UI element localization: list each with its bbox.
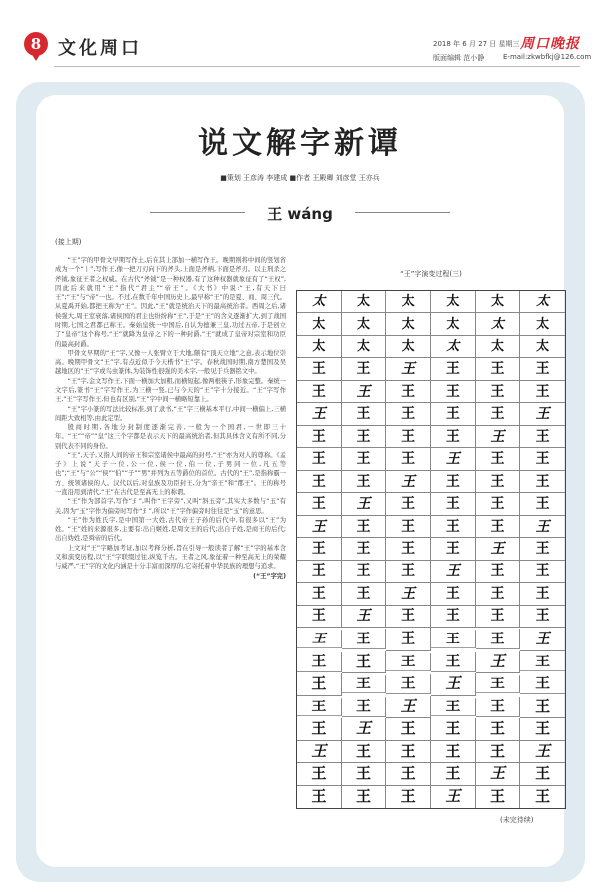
- glyph-cell: 王: [342, 471, 387, 493]
- article-paragraph: “王”作为姓氏字,是中国第一大姓,古代帝王子孙的后代中,有很多以“王”为姓。“王”姓的来源很多,主要有:出自姬姓,是周文王的后代;出自子姓,是商王的后代;出自妫姓,是舜帝的后代。: [55, 516, 286, 543]
- email: E-mail:zkwbfkj@126.com: [503, 53, 592, 61]
- article-text: [55, 256, 286, 844]
- glyph-cell: 王: [342, 381, 387, 403]
- glyph-cell: 王: [520, 628, 565, 650]
- glyph-cell: 王: [342, 786, 387, 808]
- glyph-cell: 王: [342, 403, 387, 425]
- glyph-cell: 王: [386, 538, 431, 560]
- to-be-continued-note: (未完待续): [500, 816, 534, 824]
- article-subtitle: 王 wáng: [267, 205, 333, 223]
- article-paragraph: 甲骨文早期的“王”字,又像一人张臂立于大地,颇有“顶天立地”之意,表示地位崇高。晚期甲骨文“王”字,有点近似于今天楷书“王”字。春秋战国时期,南方楚国及吴越地区的“王”字或鸟虫篆体,为装饰性很强的美术字,一般见于兵器铭文中。: [55, 349, 286, 376]
- glyph-cell: 王: [520, 653, 565, 671]
- section-title: 文化周口: [58, 38, 142, 59]
- glyph-cell: 太: [297, 336, 342, 358]
- glyph-cell: 王: [520, 403, 565, 425]
- glyph-cell: 太: [520, 336, 565, 358]
- glyph-cell: 王: [386, 674, 431, 694]
- glyph-cell: 王: [386, 493, 431, 515]
- glyph-cell: 王: [476, 538, 521, 560]
- glyph-cell: 王: [431, 493, 476, 515]
- glyph-cell: 王: [431, 426, 476, 448]
- glyph-cell: 王: [431, 358, 476, 380]
- glyph-cell: 王: [297, 403, 342, 425]
- glyph-cell: 王: [342, 606, 387, 628]
- glyph-cell: 王: [386, 358, 431, 380]
- editor-name: 版面编辑 范小静: [433, 54, 485, 62]
- newspaper-logo: 周口晚报: [520, 36, 580, 52]
- article-paragraph: 殷商时期,各地分封制度逐渐完善,一般为一个国君,一世即三十年。“王”“帝”“皇”这三个字都是表示天下的最高统治者,但其具体含义有所不同,分别代表不同的身份。: [55, 424, 286, 450]
- glyph-cell: 王: [431, 403, 476, 425]
- glyph-cell: 王: [297, 381, 342, 403]
- glyph-cell: 太: [297, 291, 342, 313]
- glyph-cell: 王: [342, 718, 387, 740]
- glyph-cell: 王: [520, 674, 565, 694]
- glyph-cell: 王: [476, 697, 521, 717]
- glyph-cell: 王: [431, 763, 476, 785]
- glyph-cell: 太: [342, 336, 387, 358]
- glyph-cell: 王: [297, 583, 342, 605]
- glyph-cell: 王: [431, 381, 476, 403]
- glyph-cell: 王: [535, 787, 551, 806]
- glyph-cell: 王: [431, 698, 476, 716]
- glyph-cell: 王: [297, 718, 342, 740]
- glyph-cell: 王: [386, 448, 431, 470]
- glyph-cell: 王: [297, 786, 342, 808]
- article-title: 说文解字新谭: [198, 126, 402, 161]
- glyph-cell: 王: [520, 471, 565, 493]
- glyph-cell: 王: [476, 629, 521, 649]
- glyph-cell: 王: [297, 630, 342, 648]
- header-rule: [54, 66, 580, 67]
- subtitle-block: [150, 198, 450, 228]
- glyph-cell: 王: [297, 426, 342, 448]
- glyph-cell: 王: [342, 561, 387, 583]
- glyph-cell: 王: [342, 741, 387, 763]
- glyph-cell: 王: [386, 786, 431, 808]
- glyph-cell: 太: [520, 291, 565, 313]
- glyph-cell: 王: [476, 516, 521, 538]
- glyph-cell: 王: [386, 426, 431, 448]
- glyph-cell: 王: [386, 653, 431, 671]
- glyph-cell: 王: [520, 696, 565, 718]
- glyph-cell: 王: [342, 697, 387, 717]
- glyph-cell: 王: [520, 583, 565, 605]
- glyph-cell: 王: [386, 403, 431, 425]
- glyph-cell: 王: [297, 741, 342, 763]
- glyph-cell: 王: [431, 516, 476, 538]
- glyph-cell: 王: [431, 630, 476, 648]
- glyph-cell: 太: [386, 336, 431, 358]
- glyph-cell: 王: [476, 718, 521, 740]
- glyph-cell: 王: [476, 381, 521, 403]
- glyph-cell: 王: [431, 583, 476, 605]
- glyph-cell: 王: [431, 471, 476, 493]
- glyph-cell: 王: [520, 493, 565, 515]
- glyph-cell: 王: [476, 763, 521, 785]
- glyph-cell: 王: [476, 786, 521, 808]
- glyph-cell: 太: [476, 313, 521, 335]
- glyph-cell: 王: [520, 561, 565, 583]
- glyph-cell: 王: [476, 426, 521, 448]
- glyph-cell: 王: [297, 561, 342, 583]
- glyph-cell: 王: [342, 629, 387, 649]
- editor-line: [433, 53, 592, 63]
- article-paragraph: “王”作为部首字,写作“⺩”,叫作“王字旁”,又叫“斜玉旁”,其实大多数与“玉”有关,因为“玉”字作为偏旁时写作“⺩”,所以“王”字作偏旁时往往是“玉”的意思。: [55, 498, 286, 515]
- glyph-cell: 王: [431, 561, 476, 583]
- article-paragraph: “王”,天子,又指人间的帝王和宗室诸侯中最高的封号,“王”亦为对人的尊称。《孟子》上说“天子一位,公一位,侯一位,伯一位,子男同一位,凡五等也”;“王”与“公”“侯”“伯”“子”“男”并列为五等爵位的首位。古代的“王”,是指称霸一方、统领诸侯的人。汉代以后,对皇族及功臣封王,分为“亲王”和“郡王”。王的称号一直沿用到清代,“王”在古代是至高无上的称谓。: [55, 451, 286, 497]
- glyph-cell: 王: [386, 763, 431, 785]
- glyph-cell: 王: [476, 606, 521, 628]
- glyph-cell: 王: [386, 561, 431, 583]
- glyph-cell: 王: [342, 426, 387, 448]
- glyph-cell: 王: [342, 516, 387, 538]
- article-credits: ■策划 王彦涛 李建成 ■作者 王殿卿 刘彦堂 王亦兵: [220, 174, 380, 182]
- glyph-cell: 太: [431, 291, 476, 313]
- glyph-cell: 王: [386, 696, 431, 718]
- glyph-cell: 王: [476, 448, 521, 470]
- glyph-cell: 王: [297, 698, 342, 716]
- glyph-cell: 王: [342, 448, 387, 470]
- glyph-cell: 王: [520, 426, 565, 448]
- glyph-cell: 王: [386, 718, 431, 740]
- glyph-cell: 王: [431, 538, 476, 560]
- glyph-cell: 王: [386, 628, 431, 650]
- glyph-cell: 王: [297, 652, 342, 672]
- glyph-cell: 王: [520, 606, 565, 628]
- glyph-cell: 王: [342, 358, 387, 380]
- glyph-cell: 王: [476, 471, 521, 493]
- article-paragraph: “王”字的甲骨文早期写作⼟,后在其上部加一横写作王。晚期则将中间的竖划省成为一个“丨”,写作王,像一把刀刃向下的斧头,上面是斧柄,下面是斧刃。以主刑杀之斧钺,象征王者之权威。在古代“斧钺”是一种权器,有了这种权器就象征有了“王权”,因此后来就用“王”指代“君主”“帝王”。《大书》中说:“王,有天下曰王”;“王”与“帝”一也。不过,在数千年中国历史上,最早称“王”的是夏、商、周三代。从夏禹开始,都把王称为“王”。因此,“王”就是统治天下的最高统治者。西周之后,诸侯强大,周王室衰落,诸侯国的君主也纷纷称“王”,于是“王”的含义逐渐扩大,到了战国时期,七国之君都已称王。秦始皇统一中国后,自认为德兼三皇,功过五帝,于是创立了“皇帝”这个称号,“王”就降为皇帝之下的一种封爵,“王”就成了皇帝对宗室和功臣的最高封爵。: [55, 257, 286, 348]
- glyph-cell: 王: [520, 358, 565, 380]
- glyph-cell: 太: [297, 313, 342, 335]
- glyph-cell: 王: [520, 448, 565, 470]
- glyph-cell: 太: [476, 291, 521, 313]
- glyph-cell: 王: [476, 675, 521, 693]
- glyph-cell: 王: [476, 741, 521, 763]
- glyph-cell: 王: [431, 786, 476, 808]
- glyph-cell: 王: [297, 538, 342, 560]
- glyph-cell: 王: [520, 763, 565, 785]
- evolution-table: [296, 290, 566, 809]
- glyph-cell: 太: [386, 313, 431, 335]
- glyph-cell: 王: [431, 606, 476, 628]
- glyph-cell: 王: [431, 448, 476, 470]
- glyph-cell: 王: [476, 403, 521, 425]
- glyph-cell: 王: [520, 381, 565, 403]
- glyph-cell: 太: [431, 336, 476, 358]
- article-paragraph: 上文对“王”字略加考证,加以考释分析,旨在引导一般读者了解“王”字的基本含义和演变历程,以“王”字联缀过往,纵览千古。王者之风,象征着一种至高无上的荣耀与威严,“王”字的文化内涵是十分丰富而深厚的,它寄托着中华民族的理想与追求。: [55, 544, 286, 571]
- glyph-cell: 王: [297, 493, 342, 515]
- glyph-cell: 王: [431, 741, 476, 763]
- glyph-cell: 王: [431, 673, 476, 695]
- glyph-cell: 王: [297, 448, 342, 470]
- glyph-cell: 王: [342, 651, 387, 673]
- glyph-cell: 王: [520, 538, 565, 560]
- glyph-cell: 王: [297, 763, 342, 785]
- page-header: [0, 0, 600, 70]
- continued-note: (接上期): [55, 238, 82, 246]
- glyph-cell: 王: [386, 606, 431, 628]
- glyph-cell: 王: [386, 381, 431, 403]
- glyph-cell: 王: [297, 471, 342, 493]
- page-number-badge: 8: [24, 32, 48, 56]
- glyph-cell: 王: [431, 652, 476, 672]
- glyph-cell: 王: [297, 516, 342, 538]
- table-title: “王”字演变过程(三): [400, 270, 462, 278]
- glyph-cell: 王: [342, 493, 387, 515]
- subtitle-right-rule: [355, 212, 450, 213]
- glyph-cell: 王: [476, 358, 521, 380]
- glyph-cell: 王: [386, 583, 431, 605]
- glyph-cell: 太: [342, 313, 387, 335]
- glyph-cell: 王: [386, 516, 431, 538]
- glyph-cell: 王: [342, 538, 387, 560]
- glyph-cell: 王: [520, 516, 565, 538]
- glyph-cell: 王: [476, 561, 521, 583]
- glyph-cell: 太: [520, 313, 565, 335]
- glyph-cell: 王: [476, 583, 521, 605]
- glyph-cell: 王: [342, 583, 387, 605]
- glyph-cell: 王: [520, 741, 565, 763]
- glyph-cell: 王: [476, 493, 521, 515]
- glyph-cell: 王: [297, 673, 342, 695]
- glyph-cell: 王: [431, 718, 476, 740]
- article-paragraph: “王”字,金文写作王,下面一横加大加粗,而横短起,像两根筷子,形象完整。秦统一文字后,篆书“王”字写作王,为三横一竖,已与今天的“王”字十分接近。“王”字写作王,“王”字写作王,但也有区别,“王”字中间一横略短靠上。: [55, 377, 286, 404]
- glyph-cell: 王: [520, 718, 565, 740]
- glyph-cell: 王: [342, 675, 387, 693]
- glyph-cell: 王: [386, 471, 431, 493]
- glyph-cell: 王: [297, 606, 342, 628]
- glyph-cell: 王: [386, 741, 431, 763]
- glyph-cell: 王: [297, 358, 342, 380]
- date-line: 2018 年 6 月 27 日 星期三: [433, 40, 520, 48]
- glyph-cell: 王: [476, 651, 521, 673]
- glyph-cell: 王: [342, 763, 387, 785]
- glyph-cell: 太: [342, 291, 387, 313]
- glyph-cell: 太: [431, 313, 476, 335]
- article-paragraph: “王”字小篆的写法比较标准,到了隶书,“王”字三横基本平行,中间一横偏上,三横间距大致相等,由此定型。: [55, 405, 286, 422]
- article-signature: (“王”字完): [253, 572, 286, 580]
- glyph-cell: 太: [386, 291, 431, 313]
- glyph-cell: 太: [476, 336, 521, 358]
